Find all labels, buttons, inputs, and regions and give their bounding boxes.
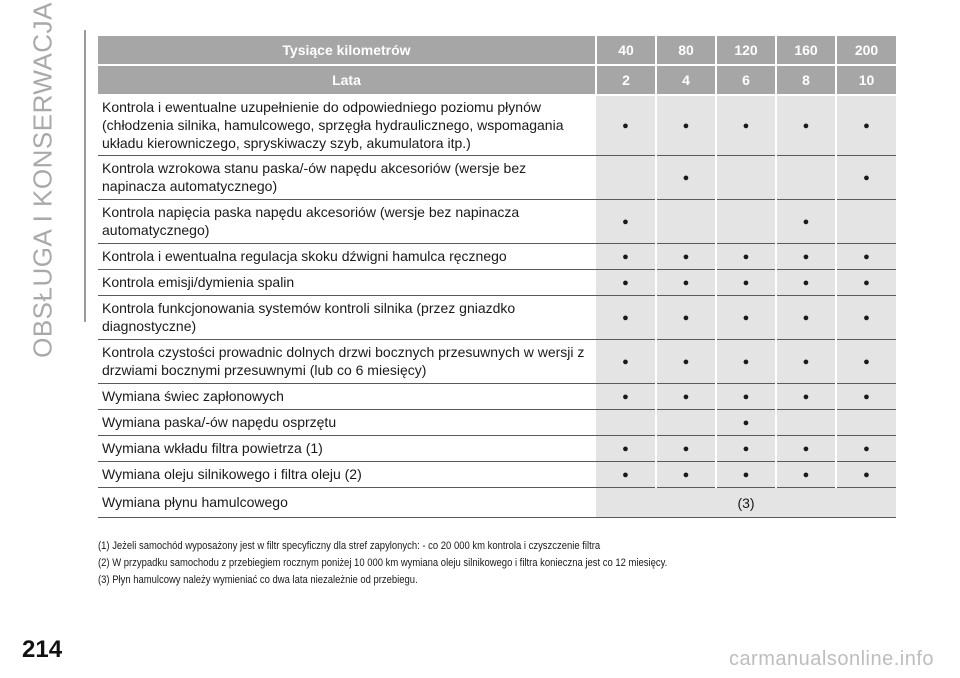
header-year-cell: 2 bbox=[596, 65, 656, 95]
header-km-cell: 160 bbox=[776, 36, 836, 65]
page-number: 214 bbox=[22, 636, 63, 663]
service-interval-mark: ● bbox=[716, 244, 776, 270]
service-interval-mark: ● bbox=[836, 384, 896, 410]
service-interval-mark bbox=[596, 410, 656, 436]
header-year-cell: 4 bbox=[656, 65, 716, 95]
schedule-row bbox=[98, 296, 896, 340]
schedule-row bbox=[98, 200, 896, 244]
header-km-cell: 40 bbox=[596, 36, 656, 65]
schedule-row bbox=[98, 462, 896, 488]
section-title bbox=[18, 2, 68, 358]
section-divider bbox=[84, 30, 86, 322]
service-item-label: Kontrola czystości prowadnic dolnych drzwi bocznych przesuwnych w wersji z drzwiami bocznymi przesuwnymi (lub co 6 miesięcy) bbox=[98, 340, 596, 384]
service-interval-mark: ● bbox=[776, 436, 836, 462]
service-interval-mark: ● bbox=[656, 436, 716, 462]
service-interval-mark bbox=[716, 200, 776, 244]
header-year-cell: 10 bbox=[836, 65, 896, 95]
header-row-years bbox=[98, 65, 896, 95]
footnote-1: (1) Jeżeli samochód wyposażony jest w filtr specyficzny dla stref zapylonych: - co 20 000 km kontrola i czyszczenie filtra bbox=[98, 540, 601, 552]
service-interval-mark bbox=[656, 410, 716, 436]
service-item-label: Wymiana płynu hamulcowego bbox=[98, 488, 596, 518]
service-item-label: Kontrola funkcjonowania systemów kontroli silnika (przez gniazdko diagnostyczne) bbox=[98, 296, 596, 340]
schedule-row bbox=[98, 436, 896, 462]
schedule-row bbox=[98, 410, 896, 436]
service-item-label: Kontrola emisji/dymienia spalin bbox=[98, 270, 596, 296]
header-km-cell: 80 bbox=[656, 36, 716, 65]
service-interval-mark: ● bbox=[596, 244, 656, 270]
service-interval-mark: ● bbox=[656, 95, 716, 156]
service-interval-mark: ● bbox=[836, 270, 896, 296]
schedule-row bbox=[98, 270, 896, 296]
service-interval-mark: ● bbox=[836, 296, 896, 340]
service-interval-mark: ● bbox=[776, 384, 836, 410]
service-interval-mark bbox=[836, 200, 896, 244]
service-item-label: Wymiana oleju silnikowego i filtra oleju (2) bbox=[98, 462, 596, 488]
header-row-kilometers bbox=[98, 36, 896, 65]
service-interval-mark: ● bbox=[716, 436, 776, 462]
service-item-label: Kontrola napięcia paska napędu akcesoriów (wersje bez napinacza automatycznego) bbox=[98, 200, 596, 244]
service-interval-mark bbox=[656, 200, 716, 244]
service-interval-mark: ● bbox=[596, 296, 656, 340]
service-interval-mark: ● bbox=[656, 244, 716, 270]
service-interval-mark: ● bbox=[656, 340, 716, 384]
header-year-cell: 8 bbox=[776, 65, 836, 95]
schedule-row bbox=[98, 384, 896, 410]
service-interval-mark: ● bbox=[716, 340, 776, 384]
service-interval-mark: ● bbox=[656, 462, 716, 488]
service-interval-mark: ● bbox=[836, 462, 896, 488]
service-interval-mark: ● bbox=[596, 200, 656, 244]
header-km-cell: 120 bbox=[716, 36, 776, 65]
maintenance-schedule-table bbox=[98, 36, 896, 518]
section-title-text: OBSŁUGA I KONSERWACJA bbox=[27, 2, 58, 358]
service-item-label: Kontrola i ewentualna regulacja skoku dźwigni hamulca ręcznego bbox=[98, 244, 596, 270]
service-interval-mark: ● bbox=[596, 270, 656, 296]
service-interval-mark: ● bbox=[776, 340, 836, 384]
service-interval-mark: ● bbox=[716, 384, 776, 410]
service-interval-mark: ● bbox=[596, 95, 656, 156]
service-interval-mark: ● bbox=[716, 95, 776, 156]
service-interval-mark: ● bbox=[716, 296, 776, 340]
header-km-cell: 200 bbox=[836, 36, 896, 65]
service-interval-mark: ● bbox=[776, 244, 836, 270]
service-interval-mark: ● bbox=[836, 244, 896, 270]
service-interval-mark: ● bbox=[716, 270, 776, 296]
service-interval-mark: ● bbox=[776, 200, 836, 244]
service-interval-mark: ● bbox=[776, 270, 836, 296]
service-interval-mark: ● bbox=[656, 296, 716, 340]
service-item-label: Kontrola wzrokowa stanu paska/-ów napędu akcesoriów (wersje bez napinacza automatycznego) bbox=[98, 156, 596, 200]
header-year-cell: 6 bbox=[716, 65, 776, 95]
service-interval-mark: ● bbox=[656, 384, 716, 410]
service-interval-mark: ● bbox=[596, 340, 656, 384]
service-interval-mark: ● bbox=[596, 462, 656, 488]
footnotes bbox=[98, 538, 896, 589]
service-interval-mark bbox=[836, 410, 896, 436]
schedule-row-brake-fluid bbox=[98, 488, 896, 518]
schedule-row bbox=[98, 340, 896, 384]
service-item-label: Wymiana świec zapłonowych bbox=[98, 384, 596, 410]
service-interval-mark bbox=[776, 410, 836, 436]
service-interval-mark bbox=[716, 156, 776, 200]
service-interval-mark: ● bbox=[836, 156, 896, 200]
service-interval-mark: ● bbox=[656, 270, 716, 296]
service-interval-mark: ● bbox=[836, 436, 896, 462]
service-item-label: Kontrola i ewentualne uzupełnienie do odpowiedniego poziomu płynów (chłodzenia silnika, hamulcowego, sprzęgła hydraulicznego, wspomagania układu kierowniczego, spryskiwaczy szyb, akumulatora itp.) bbox=[98, 95, 596, 156]
header-years-label: Lata bbox=[98, 65, 596, 95]
footnote-3: (3) Płyn hamulcowy należy wymieniać co dwa lata niezależnie od przebiegu. bbox=[98, 574, 418, 586]
service-interval-mark bbox=[596, 156, 656, 200]
service-interval-mark: ● bbox=[596, 436, 656, 462]
service-interval-mark: ● bbox=[836, 95, 896, 156]
watermark: carmanualsonline.info bbox=[728, 648, 934, 670]
service-interval-mark: ● bbox=[836, 340, 896, 384]
service-interval-mark: ● bbox=[596, 384, 656, 410]
footnote-2: (2) W przypadku samochodu z przebiegiem rocznym poniżej 10 000 km wymiana oleju silnikowego i filtra konieczna jest co 12 miesięcy. bbox=[98, 557, 668, 569]
service-interval-mark: ● bbox=[776, 296, 836, 340]
service-item-label: Wymiana paska/-ów napędu osprzętu bbox=[98, 410, 596, 436]
schedule-row bbox=[98, 95, 896, 156]
service-interval-mark: ● bbox=[716, 462, 776, 488]
header-kilometers-label: Tysiące kilometrów bbox=[98, 36, 596, 65]
service-interval-mark: ● bbox=[776, 95, 836, 156]
service-item-label: Wymiana wkładu filtra powietrza (1) bbox=[98, 436, 596, 462]
schedule-row bbox=[98, 156, 896, 200]
schedule-row bbox=[98, 244, 896, 270]
brake-fluid-interval: (3) bbox=[596, 488, 896, 518]
service-interval-mark: ● bbox=[656, 156, 716, 200]
service-interval-mark: ● bbox=[776, 462, 836, 488]
service-interval-mark: ● bbox=[716, 410, 776, 436]
service-interval-mark bbox=[776, 156, 836, 200]
